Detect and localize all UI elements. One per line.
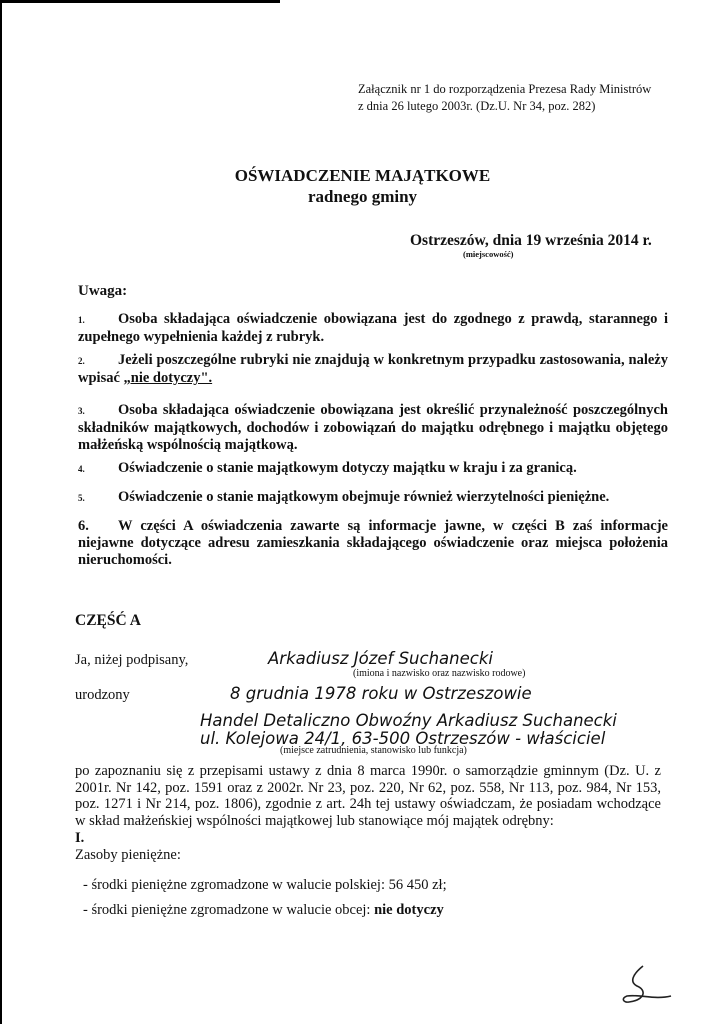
note-1 [78,311,668,346]
note-number: 2. [78,356,85,366]
regulation-annex-note [358,81,678,115]
note-2 [78,352,668,387]
note-3 [78,402,668,454]
declaration-text: po zapoznaniu się z przepisami ustawy z dnia 8 marca 1990r. o samorządzie gminnym (Dz. U. z 2001r. Nr 142, poz. 1591 oraz z 2002r. Nr 23, poz. 220, Nr 62, poz. 558, Nr 113, poz. 984, Nr 153, poz. 1271 i Nr 214, poz. 1806), zgodnie z art. 24h tej ustawy oświadczam, że posiadam wchodzące w skład małżeńskiej wspólności majątkowej lub stanowiące mój majątek odrębny: [75,763,661,829]
list-item [83,902,444,919]
name-caption: (imiona i nazwisko oraz nazwisko rodowe) [353,668,526,679]
list-item-value: nie dotyczy [374,902,444,918]
note-text: Osoba składająca oświadczenie obowiązana jest do zgodnego z prawdą, starannego i zupełnego wypełnienia każdej z rubryk. [78,311,668,345]
initials-signature [615,960,675,1010]
scan-edge-top [0,0,280,3]
note-number: 6. [78,518,89,534]
note-emphasis: „nie dotyczy". [123,370,213,386]
signed-label: Ja, niżej podpisany, [75,652,189,668]
note-4 [78,460,668,478]
note-number: 3. [78,406,85,416]
place-and-date: Ostrzeszów, dnia 19 września 2014 r. [410,232,652,249]
document-title [0,165,725,207]
notice-heading: Uwaga: [78,283,128,299]
title-line-2: radnego gminy [307,187,418,206]
note-number: 4. [78,464,85,474]
note-number: 1. [78,315,85,325]
employment-line-1: Handel Detaliczno Obwoźny Arkadiusz Suchanecki [200,711,617,730]
section-label: Zasoby pieniężne: [75,847,181,863]
scan-edge-left [0,0,2,1024]
birth-date-place: 8 grudnia 1978 roku w Ostrzeszowie [230,684,532,703]
employment-line-2: ul. Kolejowa 24/1, 63-500 Ostrzeszów - właściciel [200,729,606,748]
list-item-text: - środki pieniężne zgromadzone w walucie obcej: [83,902,375,918]
declarant-name: Arkadiusz Józef Suchanecki [268,649,493,668]
employment-caption: (miejsce zatrudnienia, stanowisko lub funkcja) [280,745,467,756]
note-5 [78,489,668,507]
note-number: 5. [78,493,85,503]
note-text: Jeżeli poszczególne rubryki nie znajdują w konkretnym przypadku zastosowania, należy wpisać [78,352,668,386]
note-text: Oświadczenie o stanie majątkowym dotyczy majątku w kraju i za granicą. [118,460,577,476]
section-number: I. [75,830,85,846]
note-text: Oświadczenie o stanie majątkowym obejmuje również wierzytelności pieniężne. [118,489,610,505]
note-text: Osoba składająca oświadczenie obowiązana jest określić przynależność poszczególnych składników majątkowych, dochodów i zobowiązań do majątku odrębnego i majątku objętego małżeńską wspólnością majątkową. [78,402,668,453]
signature-stroke [623,966,671,1002]
born-label: urodzony [75,687,130,703]
note-text: W części A oświadczenia zawarte są informacje jawne, w części B zaś informacje niejawne dotyczące adresu zamieszkania składającego oświadczenie oraz miejsca położenia nieruchomości. [78,518,668,568]
annex-line-1: Załącznik nr 1 do rozporządzenia Prezesa Rady Ministrów [358,82,652,96]
title-line-1: OŚWIADCZENIE MAJĄTKOWE [234,166,491,185]
list-item: - środki pieniężne zgromadzone w walucie polskiej: 56 450 zł; [83,877,447,893]
part-a-heading: CZĘŚĆ A [75,612,141,629]
annex-line-2: z dnia 26 lutego 2003r. (Dz.U. Nr 34, poz. 282) [358,99,596,113]
note-6 [78,518,668,569]
place-caption: (miejscowość) [463,249,514,259]
